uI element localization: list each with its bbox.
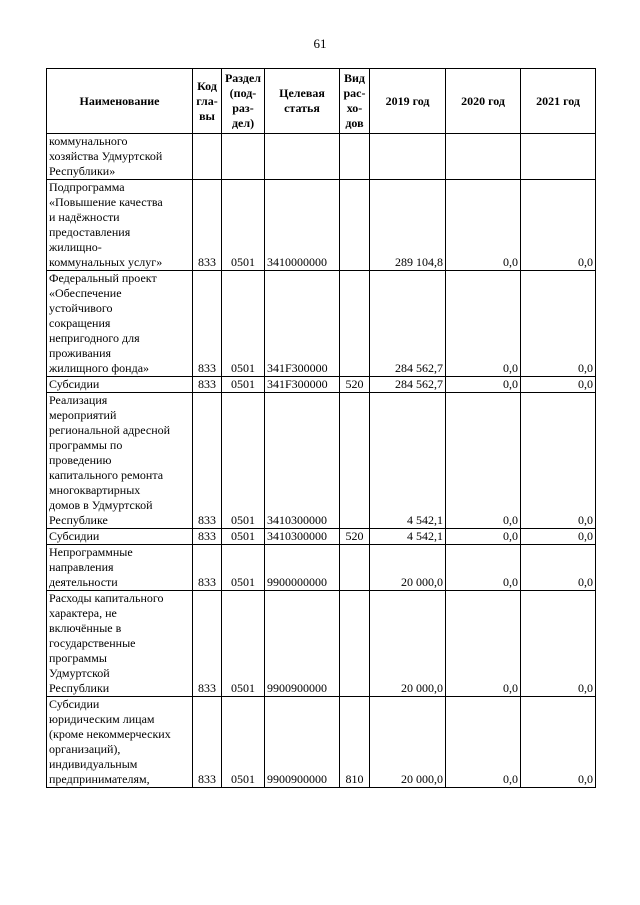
cell-target: 3410300000 [265, 529, 340, 545]
page-number: 61 [313, 36, 327, 51]
cell-y2019: 4 542,1 [370, 529, 446, 545]
cell-y2020: 0,0 [446, 271, 521, 377]
cell-y2019: 289 104,8 [370, 180, 446, 271]
header-target: Целевая статья [265, 69, 340, 134]
cell-type [340, 545, 370, 591]
cell-name: Расходы капитального характера, не включённые в государственные программы Удмуртской Республики [47, 591, 193, 697]
cell-code [193, 134, 222, 180]
cell-y2021: 0,0 [521, 529, 596, 545]
cell-y2021: 0,0 [521, 180, 596, 271]
cell-type [340, 134, 370, 180]
table-row [47, 180, 596, 271]
cell-y2019 [370, 134, 446, 180]
cell-y2021: 0,0 [521, 377, 596, 393]
cell-y2020: 0,0 [446, 377, 521, 393]
cell-y2019: 20 000,0 [370, 591, 446, 697]
cell-target: 3410300000 [265, 393, 340, 529]
cell-section: 0501 [222, 545, 265, 591]
cell-code: 833 [193, 393, 222, 529]
table-row [47, 545, 596, 591]
cell-type [340, 180, 370, 271]
cell-target: 3410000000 [265, 180, 340, 271]
cell-name: Федеральный проект «Обеспечение устойчивого сокращения непригодного для проживания жилищного фонда» [47, 271, 193, 377]
header-row [47, 69, 596, 134]
header-section: Раздел (под- раз- дел) [222, 69, 265, 134]
table-row [47, 134, 596, 180]
table-row [47, 377, 596, 393]
cell-y2019: 284 562,7 [370, 271, 446, 377]
cell-type [340, 393, 370, 529]
cell-section: 0501 [222, 529, 265, 545]
cell-name: Непрограммные направления деятельности [47, 545, 193, 591]
cell-name: Реализация мероприятий региональной адресной программы по проведению капитального ремонта многоквартирных домов в Удмуртской Республике [47, 393, 193, 529]
table-row [47, 529, 596, 545]
cell-section: 0501 [222, 393, 265, 529]
cell-section: 0501 [222, 271, 265, 377]
cell-section: 0501 [222, 697, 265, 788]
cell-target: 9900900000 [265, 591, 340, 697]
budget-table [46, 68, 596, 788]
cell-code: 833 [193, 180, 222, 271]
cell-y2020: 0,0 [446, 393, 521, 529]
cell-y2020: 0,0 [446, 545, 521, 591]
cell-y2020: 0,0 [446, 591, 521, 697]
cell-y2019: 20 000,0 [370, 545, 446, 591]
cell-code: 833 [193, 697, 222, 788]
cell-name: Субсидии [47, 377, 193, 393]
cell-y2021: 0,0 [521, 545, 596, 591]
header-name: Наименование [47, 69, 193, 134]
header-type: Вид рас- хо- дов [340, 69, 370, 134]
cell-y2020: 0,0 [446, 697, 521, 788]
cell-y2021: 0,0 [521, 271, 596, 377]
cell-code: 833 [193, 545, 222, 591]
cell-target: 341F300000 [265, 271, 340, 377]
cell-code: 833 [193, 529, 222, 545]
cell-type: 810 [340, 697, 370, 788]
cell-section [222, 134, 265, 180]
table-row [47, 271, 596, 377]
table-body [47, 134, 596, 788]
cell-y2021: 0,0 [521, 393, 596, 529]
cell-y2019: 284 562,7 [370, 377, 446, 393]
header-2019: 2019 год [370, 69, 446, 134]
table-row [47, 591, 596, 697]
cell-name: Субсидии [47, 529, 193, 545]
cell-name: Субсидии юридическим лицам (кроме некоммерческих организаций), индивидуальным предпринимателям, [47, 697, 193, 788]
header-2021: 2021 год [521, 69, 596, 134]
cell-y2019: 20 000,0 [370, 697, 446, 788]
cell-type: 520 [340, 377, 370, 393]
cell-name: Подпрограмма «Повышение качества и надёжности предоставления жилищно- коммунальных услуг» [47, 180, 193, 271]
header-code: Код гла- вы [193, 69, 222, 134]
cell-code: 833 [193, 271, 222, 377]
cell-y2021: 0,0 [521, 591, 596, 697]
cell-target: 9900900000 [265, 697, 340, 788]
cell-section: 0501 [222, 180, 265, 271]
table-row [47, 393, 596, 529]
cell-target [265, 134, 340, 180]
cell-y2019: 4 542,1 [370, 393, 446, 529]
header-2020: 2020 год [446, 69, 521, 134]
cell-y2021: 0,0 [521, 697, 596, 788]
cell-type [340, 271, 370, 377]
cell-name: коммунального хозяйства Удмуртской Республики» [47, 134, 193, 180]
table-row [47, 697, 596, 788]
cell-type [340, 591, 370, 697]
cell-code: 833 [193, 377, 222, 393]
cell-target: 9900000000 [265, 545, 340, 591]
cell-type: 520 [340, 529, 370, 545]
cell-y2020: 0,0 [446, 529, 521, 545]
cell-target: 341F300000 [265, 377, 340, 393]
cell-y2021 [521, 134, 596, 180]
cell-section: 0501 [222, 377, 265, 393]
cell-code: 833 [193, 591, 222, 697]
cell-y2020: 0,0 [446, 180, 521, 271]
cell-y2020 [446, 134, 521, 180]
cell-section: 0501 [222, 591, 265, 697]
